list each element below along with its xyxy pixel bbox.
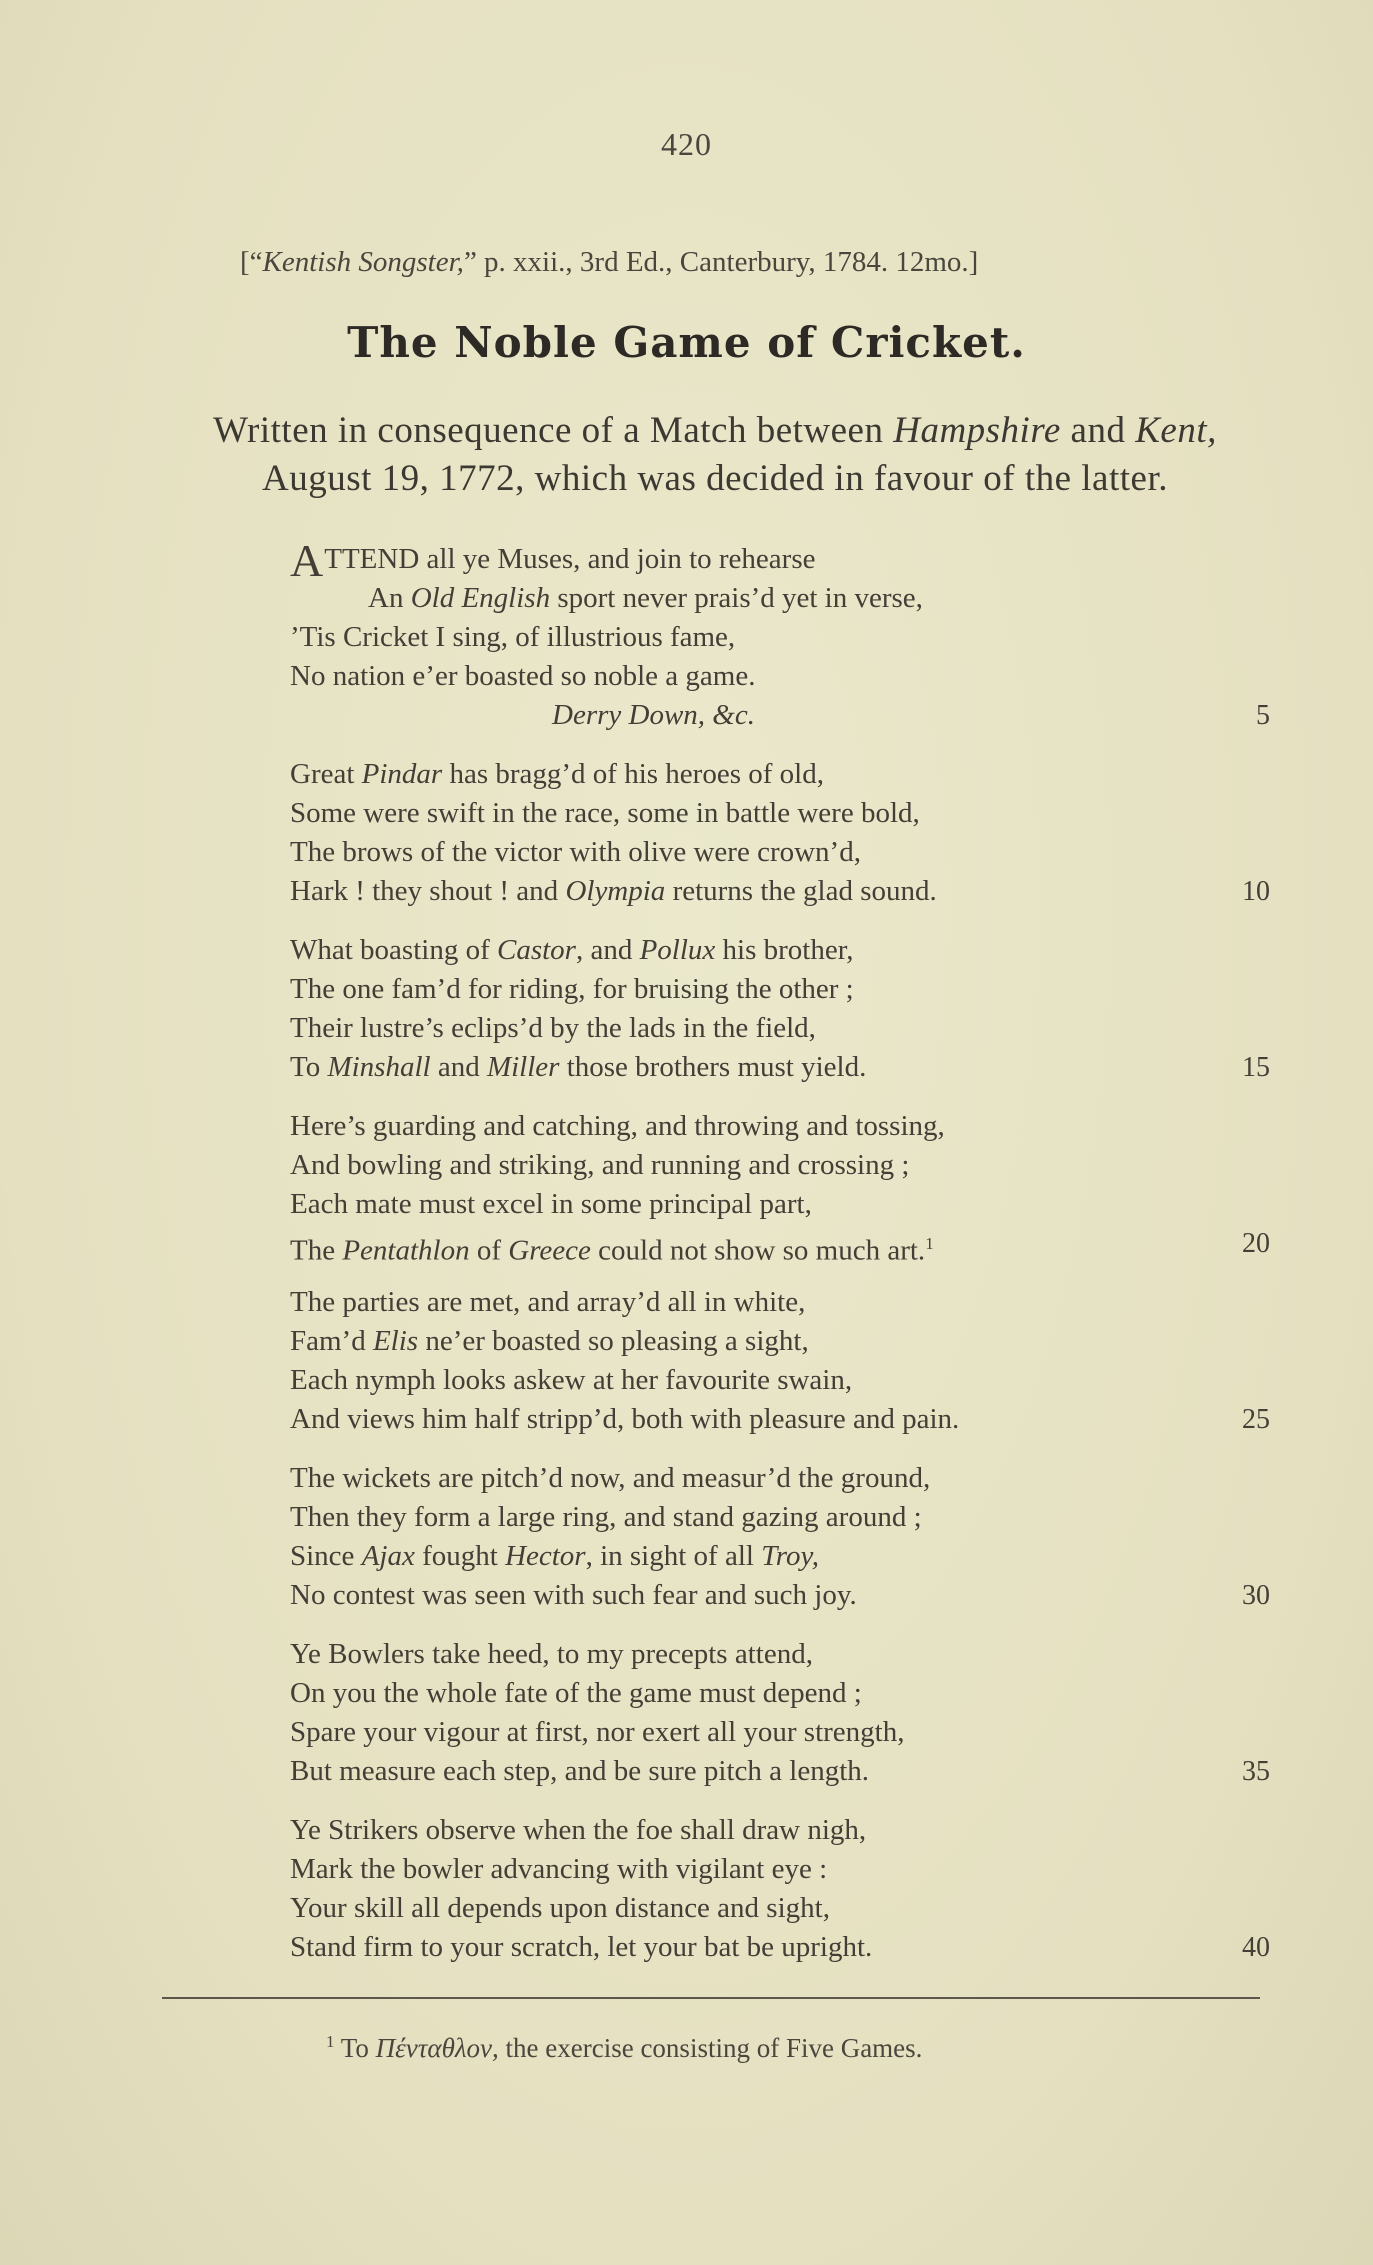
stanza-1 [290,535,1270,735]
poem-line [290,535,1270,586]
stanza-4 [290,1107,1270,1267]
poem-line: And bowling and striking, and running and crossing ; [290,1149,910,1181]
poem-line: Ye Bowlers take heed, to my precepts attend, [290,1638,813,1670]
line-text: and [430,1051,487,1083]
line-text: Since [290,1540,362,1572]
poem-line [290,1322,1270,1361]
line-italic: Olympia [565,875,666,907]
poem-line [290,696,1270,735]
line-text: returns the glad sound. [665,875,937,907]
stanza-7 [290,1635,1270,1791]
poem-line: The wickets are pitch’d now, and measur’d the ground, [290,1462,931,1494]
subtitle-team-hampshire: Hampshire [893,410,1061,451]
subtitle-line-1 [150,407,1280,455]
line-number: 40 [1242,1932,1270,1963]
line-italic: Miller [486,1051,560,1083]
drop-cap: A [290,535,324,586]
poem-line [290,1224,1270,1267]
line-text: of [469,1234,509,1267]
poem-line [290,1576,1270,1615]
line-number: 20 [1242,1228,1270,1259]
poem-line: Ye Strikers observe when the foe shall draw nigh, [290,1814,867,1846]
poem-line [290,1400,1270,1439]
poem-line: Here’s guarding and catching, and throwing and tossing, [290,1110,945,1142]
subtitle-line-2: August 19, 1772, which was decided in favour of the latter. [262,458,1168,499]
line-italic: Pentathlon [342,1234,470,1267]
line-italic: Ajax [361,1540,415,1572]
line-text: has bragg’d of his heroes of old, [442,758,824,790]
line-text: No contest was seen with such fear and such joy. [290,1579,857,1611]
line-number: 25 [1242,1404,1270,1435]
line-text: , in sight of all [585,1540,762,1572]
source-open: [“ [240,246,263,278]
stanza-6 [290,1459,1270,1615]
line-text: , and [575,934,640,966]
line-number: 35 [1242,1756,1270,1787]
line-italic: Hector [505,1540,586,1572]
line-text: Hark ! they shout ! and [290,875,566,907]
poem-line: Each nymph looks askew at her favourite swain, [290,1364,853,1396]
stanza-3 [290,931,1270,1087]
line-text: sport never prais’d yet in verse, [550,582,923,614]
line-text: But measure each step, and be sure pitch a length. [290,1755,869,1787]
poem-line: On you the whole fate of the game must depend ; [290,1677,862,1709]
line-text: The [290,1234,343,1267]
poem-line: The parties are met, and array’d all in white, [290,1286,806,1318]
line-number: 10 [1242,876,1270,907]
line-italic: Troy, [761,1540,819,1572]
poem-line [290,755,1270,794]
poem-line: Then they form a large ring, and stand gazing around ; [290,1501,922,1533]
line-text: Fam’d [290,1325,373,1357]
page-number: 420 [661,126,712,162]
line-text: An [368,582,411,614]
footnote-prefix: To [340,2033,376,2063]
line-text: those brothers must yield. [559,1051,867,1083]
line-text: fought [414,1540,506,1572]
line-number: 30 [1242,1580,1270,1611]
poem-line: ’Tis Cricket I sing, of illustrious fame, [290,621,736,653]
footnote-mark: 1 [326,2032,335,2051]
line-italic: Pollux [639,934,716,966]
poem-line: Their lustre’s eclips’d by the lads in the field, [290,1012,816,1044]
line-text: could not show so much art. [590,1234,926,1267]
line-italic: Old English [410,582,551,614]
line-text: ne’er boasted so pleasing a sight, [418,1325,809,1357]
footnote-divider [162,1997,1260,1999]
footnote-text: the exercise consisting of Five Games. [498,2033,923,2063]
poem-line: The brows of the victor with olive were crown’d, [290,836,861,868]
subtitle-team-kent: Kent, [1135,410,1217,451]
poem-line: No nation e’er boasted so noble a game. [290,660,756,692]
line-text: Great [290,758,362,790]
poem-body [290,535,1270,1987]
line-number: 15 [1242,1052,1270,1083]
poem-line [290,872,1270,911]
stanza-2 [290,755,1270,911]
line-text: And views him half stripp’d, both with pleasure and pain. [290,1403,960,1435]
poem-line: Mark the bowler advancing with vigilant eye : [290,1853,828,1885]
poem-subtitle [150,407,1280,503]
stanza-5 [290,1283,1270,1439]
poem-line [290,1752,1270,1791]
line-italic: Greece [508,1234,591,1267]
subtitle-text: and [1060,410,1136,451]
footnote-greek: Πένταθλον, [375,2033,499,2063]
poem-line: Spare your vigour at first, nor exert all your strength, [290,1716,905,1748]
poem-line [290,1928,1270,1967]
refrain: Derry Down, &c. [552,699,755,731]
line-italic: Pindar [361,758,443,790]
poem-title: The Noble Game of Cricket. [347,318,1026,367]
source-title: Kentish Songster, [262,246,464,278]
line-number: 5 [1256,700,1270,731]
line-text: TTEND all ye Muses, and join to rehearse [324,543,816,575]
poem-line [290,931,1270,970]
line-text: What boasting of [290,934,497,966]
footnote [326,2032,1226,2064]
source-citation [240,246,1200,279]
footnote-marker: 1 [925,1234,934,1253]
poem-line: The one fam’d for riding, for bruising the other ; [290,973,854,1005]
poem-line [290,579,1270,618]
subtitle-text: Written in consequence of a Match between [213,410,894,451]
stanza-8 [290,1811,1270,1967]
source-details: ” p. xxii., 3rd Ed., Canterbury, 1784. 12mo.] [463,246,979,278]
line-text: To [290,1051,328,1083]
poem-line: Some were swift in the race, some in battle were bold, [290,797,920,829]
poem-line: Your skill all depends upon distance and sight, [290,1892,830,1924]
line-text: his brother, [715,934,854,966]
poem-line [290,1537,1270,1576]
line-italic: Minshall [327,1051,431,1083]
poem-line: Each mate must excel in some principal part, [290,1188,812,1220]
line-text: Stand firm to your scratch, let your bat be upright. [290,1931,873,1963]
line-italic: Castor [496,934,576,966]
line-italic: Elis [372,1325,419,1357]
poem-line [290,1048,1270,1087]
